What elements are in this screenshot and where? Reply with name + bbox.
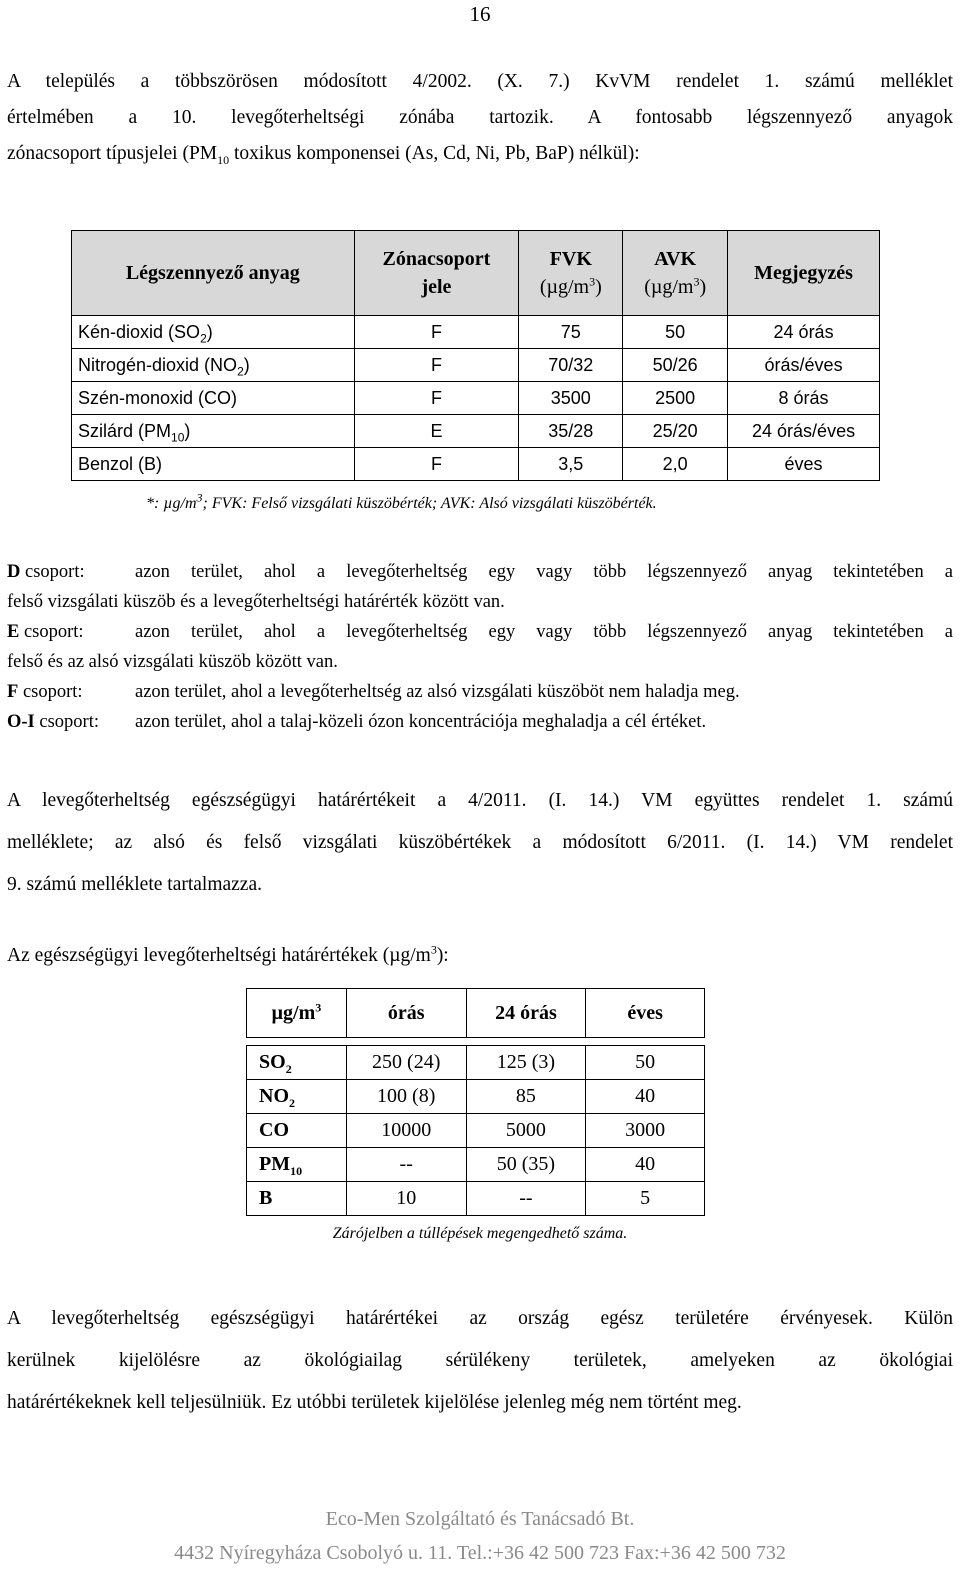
intro-line: A település a többszörösen módosított 4/2002. (X. 7.) KvVM rendelet 1. számú melléklet [7,71,953,92]
closing-line: határértékeknek kell teljesülniük. Ez utóbbi területek kijelölése jelenleg még nem történt meg. [7,1392,742,1413]
pollutant-name: CO [247,1114,347,1148]
table-row [247,1114,705,1148]
group-label: O-I csoport: [7,712,99,732]
page-number: 16 [469,2,491,26]
note-value: 24 órás [728,316,880,349]
health-limits-table [246,988,705,1216]
pollutant-name: Szén-monoxid (CO) [72,382,355,415]
fvk-value: 35/28 [519,415,623,448]
zone-code: F [354,382,519,415]
pollutant-name: B [247,1182,347,1216]
header-fvk: FVK $(\mu g/m^3)$ [519,231,623,316]
regulation-line: A levegőterheltség egészségügyi határértékeit a 4/2011. (I. 14.) VM együttes rendelet 1. számú [7,790,953,811]
group-definition [7,557,953,617]
zone-classification-table [71,230,880,481]
table-row [247,1148,705,1182]
yearly-value: 5 [586,1182,705,1216]
fvk-value: 70/32 [519,349,623,382]
table-row [72,415,880,448]
avk-value: 50 [623,316,728,349]
group-definition [7,617,953,677]
table-row [72,316,880,349]
header-yearly: éves [586,989,705,1038]
header-zone-group: Zónacsoport jele [354,231,519,316]
table-header-row [247,989,705,1038]
header-spacer [247,1038,705,1046]
yearly-value: 50 [586,1046,705,1080]
group-text: azon terület, ahol a talaj-közeli ózon koncentrációja meghaladja a cél értéket. [135,712,707,732]
avk-value: 50/26 [623,349,728,382]
fvk-value: 3,5 [519,448,623,481]
avk-value: 2500 [623,382,728,415]
pollutant-name: $PM_{10}$ [247,1148,347,1182]
table-row [72,349,880,382]
fvk-value: 3500 [519,382,623,415]
daily-value: 5000 [466,1114,586,1148]
hourly-value: 250 (24) [346,1046,466,1080]
table-row [247,1080,705,1114]
yearly-value: 3000 [586,1114,705,1148]
header-note: Megjegyzés [728,231,880,316]
zone-code: F [354,349,519,382]
pollutant-name: $NO_2$ [247,1080,347,1114]
header-pollutant: Légszennyező anyag [72,231,355,316]
intro-paragraph [7,64,953,172]
header-unit: $\mu g/m^3$ [247,989,347,1038]
group-text: azon terület, ahol a levegőterheltség egy vagy több légszennyező anyag tekintetében a [135,622,953,642]
pollutant-name: Szilárd $(PM_{10})$ [72,415,355,448]
hourly-value: -- [346,1148,466,1182]
regulation-line: melléklete; az alsó és felső vizsgálati küszöbértékek a módosított 6/2011. (I. 14.) VM rendelet [7,832,953,853]
note-value: 8 órás [728,382,880,415]
header-hourly: órás [346,989,466,1038]
fvk-value: 75 [519,316,623,349]
daily-value: 85 [466,1080,586,1114]
zone-code: F [354,316,519,349]
footer-address: 4432 Nyíregyháza Csobolyó u. 11. Tel.:+36 42 500 723 Fax:+36 42 500 732 [174,1542,786,1564]
closing-line: A levegőterheltség egészségügyi határértékei az ország egész területére érvényesek. Külön [7,1308,953,1329]
daily-value: -- [466,1182,586,1216]
zone-table-footnote: *: $\mu g/m^3$; FVK: Felső vizsgálati küszöbérték; AVK: Alsó vizsgálati küszöbérték. [146,490,657,512]
table-row [247,1046,705,1080]
pollutant-name: Kén-dioxid $(SO_2)$ [72,316,355,349]
note-value: éves [728,448,880,481]
note-value: órás/éves [728,349,880,382]
group-label: E csoport: [7,622,84,642]
closing-paragraph [7,1298,953,1424]
regulation-line: 9. számú melléklete tartalmazza. [7,874,262,895]
group-label: F csoport: [7,682,83,702]
regulation-paragraph [7,780,953,906]
table-header-row [72,231,880,316]
group-text-cont: felső vizsgálati küszöb és a levegőterheltségi határérték között van. [7,592,505,612]
closing-line: kerülnek kijelölésre az ökológiailag sérülékeny területek, amelyeken az ökológiai [7,1350,953,1371]
yearly-value: 40 [586,1148,705,1182]
daily-value: 125 (3) [466,1046,586,1080]
group-label: D csoport: [7,562,85,582]
hourly-value: 10 [346,1182,466,1216]
group-definition [7,707,953,737]
note-value: 24 órás/éves [728,415,880,448]
group-text: azon terület, ahol a levegőterheltség az alsó vizsgálati küszöböt nem haladja meg. [135,682,740,702]
intro-line: értelmében a 10. levegőterheltségi zónába tartozik. A fontosabb légszennyező anyagok [7,107,953,128]
avk-value: 25/20 [623,415,728,448]
group-definition [7,677,953,707]
table-row [72,382,880,415]
zone-group-definitions [7,557,953,737]
yearly-value: 40 [586,1080,705,1114]
header-avk: AVK $(\mu g/m^3)$ [623,231,728,316]
group-text-cont: felső és az alsó vizsgálati küszöb között van. [7,652,338,672]
group-text: azon terület, ahol a levegőterheltség egy vagy több légszennyező anyag tekintetében a [135,562,953,582]
table-row [72,448,880,481]
zone-code: E [354,415,519,448]
daily-value: 50 (35) [466,1148,586,1182]
zone-code: F [354,448,519,481]
pollutant-name: Benzol (B) [72,448,355,481]
table-row [247,1182,705,1216]
hourly-value: 100 (8) [346,1080,466,1114]
pollutant-name: $SO_2$ [247,1046,347,1080]
footer-company: Eco-Men Szolgáltató és Tanácsadó Bt. [325,1508,635,1530]
avk-value: 2,0 [623,448,728,481]
limits-heading: Az egészségügyi levegőterheltségi határértékek $(\mu g/m^3)$: [7,942,449,966]
limits-table-footnote: Zárójelben a túllépések megengedhető száma. [332,1225,628,1242]
header-daily: 24 órás [466,989,586,1038]
intro-line: zónacsoport típusjelei ($PM_{10}$ toxikus komponensei (As, Cd, Ni, Pb, BaP) nélkül): [7,143,640,167]
hourly-value: 10000 [346,1114,466,1148]
pollutant-name: Nitrogén-dioxid $(NO_2)$ [72,349,355,382]
